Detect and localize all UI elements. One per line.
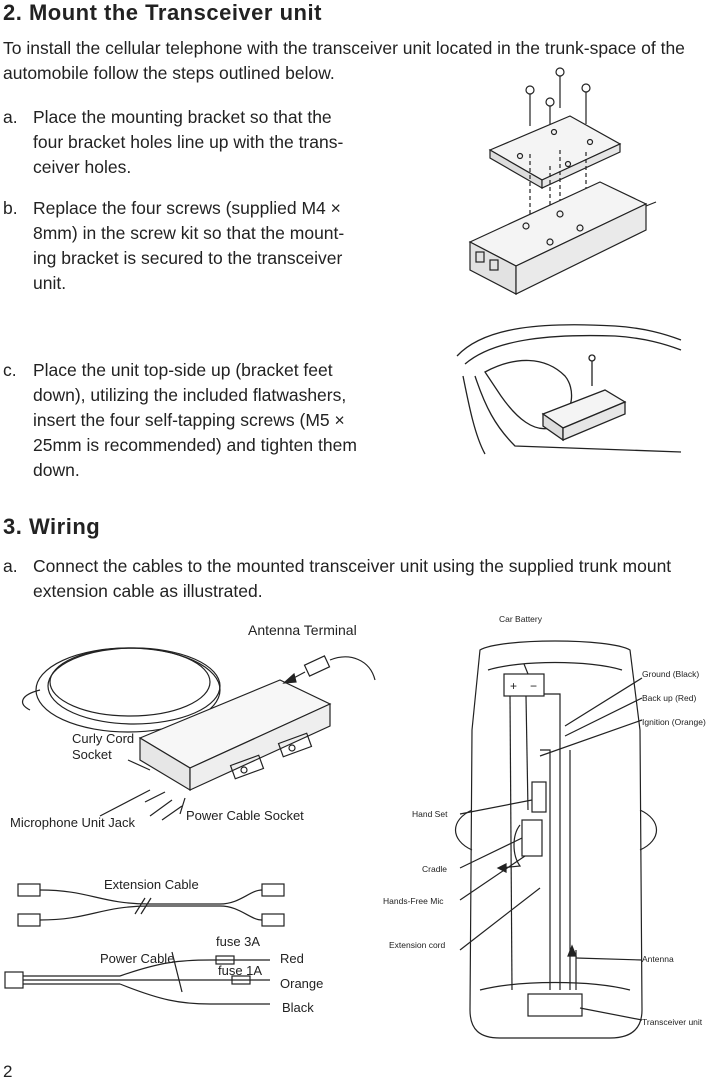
step-line: ing bracket is secured to the transceiver (33, 248, 343, 268)
page-number: 2 (3, 1062, 13, 1081)
intro-line: automobile follow the steps outlined below. (3, 63, 335, 83)
step-line: Place the mounting bracket so that the (33, 107, 332, 127)
label-microphone-jack: Microphone Unit Jack (10, 815, 135, 830)
step-label: a. (3, 556, 18, 576)
step-line: 8mm) in the screw kit so that the mount- (33, 223, 345, 243)
label-cradle: Cradle (422, 864, 448, 874)
section-2-heading: 2. Mount the Transceiver unit (3, 0, 322, 25)
step-a (3, 105, 363, 185)
label-extension-cord: Extension cord (389, 940, 446, 950)
label-antenna-terminal: Antenna Terminal (248, 622, 357, 638)
label-black: Black (282, 1000, 314, 1015)
label-red: Red (280, 951, 304, 966)
step-line: down), utilizing the included flatwashers, (33, 385, 347, 405)
svg-text:+: + (510, 679, 518, 693)
step-line: ceiver holes. (33, 157, 132, 177)
step-line: down. (33, 460, 80, 480)
label-fuse-1a: fuse 1A (218, 963, 263, 978)
label-fuse-3a: fuse 3A (216, 934, 261, 949)
screw-icon (582, 84, 590, 124)
step-line: insert the four self-tapping screws (M5 × (33, 410, 345, 430)
label-car-battery: Car Battery (499, 614, 542, 624)
label-power-cable-socket: Power Cable Socket (186, 808, 304, 823)
label-backup: Back up (Red) (642, 693, 697, 703)
bracket-mounting-illustration (460, 66, 660, 306)
label-ground: Ground (Black) (642, 669, 700, 679)
screw-icon (526, 86, 534, 126)
step-line: Place the unit top-side up (bracket feet (33, 360, 333, 380)
step-line: 25mm is recommended) and tighten them (33, 435, 357, 455)
label-extension-cable: Extension Cable (104, 877, 199, 892)
step-line: unit. (33, 273, 67, 293)
screw-icon (556, 68, 564, 108)
label-ignition: Ignition (Orange) (642, 717, 706, 727)
step-line: extension cable as illustrated. (33, 581, 263, 601)
step-label: a. (3, 107, 18, 127)
step-c (3, 358, 363, 483)
step-line: Connect the cables to the mounted transceiver unit using the supplied trunk mount (33, 556, 672, 576)
step-label: c. (3, 360, 17, 380)
step-b (3, 196, 363, 301)
step-label: b. (3, 198, 18, 218)
label-transceiver-unit: Transceiver unit (642, 1017, 703, 1027)
label-power-cable: Power Cable (100, 951, 175, 966)
intro-line: To install the cellular telephone with the transceiver unit located in the trunk-space of the (3, 38, 685, 58)
step-line: Replace the four screws (supplied M4 × (33, 198, 341, 218)
wiring-step-a (3, 554, 711, 606)
section-3-heading: 3. Wiring (3, 514, 101, 539)
svg-text:−: − (530, 679, 538, 693)
label-hands-free-mic: Hands-Free Mic (383, 896, 444, 906)
label-orange: Orange (280, 976, 324, 991)
label-curly-cord: Curly Cord Socket (72, 731, 135, 762)
step-line: four bracket holes line up with the trans- (33, 132, 344, 152)
trunk-installation-illustration (455, 316, 685, 458)
label-hand-set: Hand Set (412, 809, 448, 819)
label-antenna: Antenna (642, 954, 674, 964)
